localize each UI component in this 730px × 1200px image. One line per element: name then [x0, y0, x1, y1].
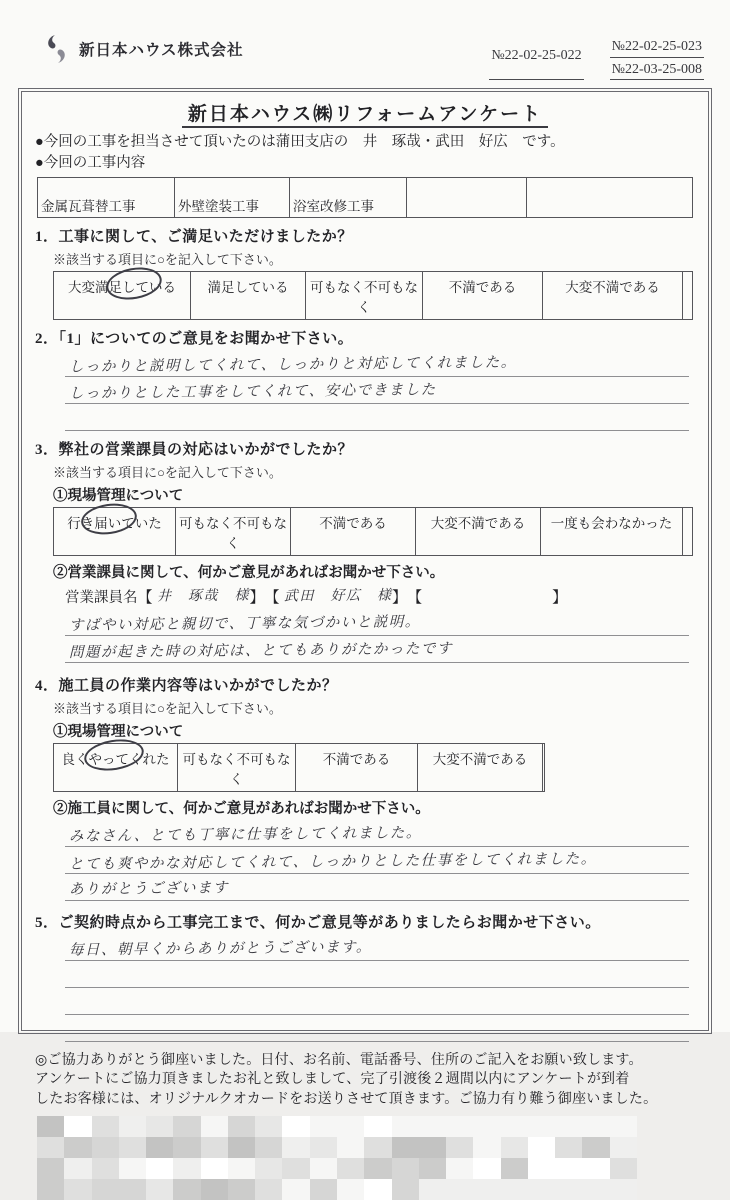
work-content-label: ●今回の工事内容: [35, 155, 146, 172]
question-2-heading: 2．「1」についてのご意見をお聞かせ下さい。: [35, 331, 354, 348]
bracket: 【: [137, 590, 153, 607]
option-very-dissatisfied: 大変不満である: [418, 744, 543, 791]
bracket: 【: [264, 590, 280, 607]
option-neutral: 可もなく不可もなく: [176, 508, 291, 555]
question-5-comments: [65, 934, 689, 1042]
option-very-satisfied: 大変満足している: [54, 272, 191, 319]
option-dissatisfied: 不満である: [423, 272, 543, 319]
company-logo-icon: [42, 34, 72, 64]
staff-name-label: 営業課員名: [65, 590, 138, 607]
page-header: [0, 0, 730, 86]
answer-line: [65, 350, 689, 377]
handwritten-answer: ありがとうございます: [68, 880, 230, 898]
document-numbers: [489, 34, 704, 80]
doc-number-2: №22-02-25-023: [610, 38, 704, 58]
form-body: [21, 91, 709, 1107]
option-attentive: 行き届いていた: [54, 508, 176, 555]
staff-intro-line: ●今回の工事を担当させて頂いたのは蒲田支店の 井 琢哉・武田 好広 です。: [35, 134, 565, 150]
option-neutral: 可もなく不可もなく: [178, 744, 296, 791]
answer-line-empty: [65, 404, 689, 431]
question-3-options: [53, 507, 693, 556]
company-brand: [42, 34, 244, 64]
question-3-note: ※該当する項目に○を記入して下さい。: [53, 465, 282, 481]
answer-line: [65, 609, 689, 636]
answer-line: [65, 847, 689, 874]
question-1-note: ※該当する項目に○を記入して下さい。: [53, 252, 282, 268]
handwritten-staff-name: 武田 好広 様: [283, 587, 393, 605]
option-very-dissatisfied: 大変不満である: [543, 272, 683, 319]
answer-line-empty: [65, 961, 689, 988]
handwritten-staff-name: 井 琢哉 様: [156, 587, 250, 605]
handwritten-answer: すばやい対応と親切で、丁寧な気づかいと説明。: [68, 614, 421, 634]
option-very-dissatisfied: 大変不満である: [416, 508, 541, 555]
question-4-sub1: ①現場管理について: [53, 724, 184, 741]
handwritten-answer: しっかりとした工事をしてくれて、安心できました: [68, 382, 437, 402]
question-1-heading: 1．工事に関して、ご満足いただけましたか？: [35, 229, 353, 246]
answer-line: [65, 874, 689, 901]
company-name: 新日本ハウス株式会社: [79, 42, 244, 59]
handwritten-answer: みなさん、とても丁寧に仕事をしてくれました。: [68, 825, 422, 845]
answer-line: [65, 820, 689, 847]
answer-line: [65, 377, 689, 404]
work-type-cell: [407, 178, 527, 217]
bracket: 】: [552, 590, 568, 607]
option-did-well: 良くやってくれた: [54, 744, 178, 791]
work-content-table: [37, 177, 693, 218]
question-3-comments: [65, 609, 689, 663]
question-5-heading: 5．ご契約時点から工事完工まで、何かご意見等がありましたらお聞かせ下さい。: [35, 915, 601, 932]
bracket: 】: [392, 590, 408, 607]
question-4-options: [53, 743, 545, 792]
question-1-options: [53, 271, 693, 320]
handwritten-answer: とても爽やかな対応してくれて、しっかりとした仕事をしてくれました。: [68, 851, 597, 873]
option-never-met: 一度も会わなかった: [541, 508, 683, 555]
question-4: [35, 674, 695, 901]
answer-line-empty: [65, 1015, 689, 1042]
doc-number-1: №22-02-25-022: [489, 47, 583, 80]
question-4-heading: 4．施工員の作業内容等はいかがでしたか？: [35, 678, 338, 695]
thank-you-note: ◎ご協力ありがとう御座いました。日付、お名前、電話番号、住所のご記入をお願い致します。 アンケートにご協力頂きましたお礼と致しまして、完了引渡後２週間以内にアンケートが到着 したお客様には、オリジナルクオカードをお送りさせて頂きます。ご協力有り難う御座いました。: [35, 1053, 658, 1107]
answer-line: [65, 636, 689, 663]
question-4-comments: [65, 820, 689, 901]
doc-number-3: №22-03-25-008: [610, 61, 704, 81]
question-3: [35, 438, 695, 663]
option-dissatisfied: 不満である: [291, 508, 416, 555]
question-4-sub2: ②施工員に関して、何かご意見があればお聞かせ下さい。: [53, 801, 430, 818]
question-4-note: ※該当する項目に○を記入して下さい。: [53, 701, 282, 717]
form-border: [18, 88, 712, 1107]
question-2: [35, 327, 695, 431]
work-type-cell: 金属瓦葺替工事: [38, 178, 175, 217]
question-5: [35, 911, 695, 1042]
handwritten-answer: 問題が起きた時の対応は、とてもありがたかったです: [68, 641, 454, 662]
question-3-heading: 3．弊社の営業課員の対応はいかがでしたか？: [35, 442, 354, 459]
question-2-answers: [65, 350, 689, 431]
handwritten-answer: しっかりと説明してくれて、しっかりと対応してくれました。: [68, 354, 517, 376]
work-type-cell: 浴室改修工事: [290, 178, 407, 217]
work-type-cell: 外壁塗装工事: [175, 178, 290, 217]
staff-name-line: [65, 585, 695, 607]
form-title: 新日本ハウス㈱リフォームアンケート: [35, 99, 695, 126]
question-3-sub1: ①現場管理について: [53, 488, 184, 505]
doc-number-column: [610, 38, 704, 80]
redacted-address-block: [37, 1116, 637, 1200]
question-3-sub2: ②営業課員に関して、何かご意見があればお聞かせ下さい。: [53, 565, 445, 582]
work-type-cell: [527, 178, 667, 217]
question-1: [35, 225, 695, 320]
option-neutral: 可もなく不可もなく: [306, 272, 423, 319]
answer-line-empty: [65, 988, 689, 1015]
option-dissatisfied: 不満である: [296, 744, 418, 791]
answer-line: [65, 934, 689, 961]
option-satisfied: 満足している: [191, 272, 306, 319]
bracket: 】: [249, 590, 265, 607]
bracket: 【: [407, 590, 423, 607]
handwritten-answer: 毎日、朝早くからありがとうございます。: [68, 939, 372, 959]
